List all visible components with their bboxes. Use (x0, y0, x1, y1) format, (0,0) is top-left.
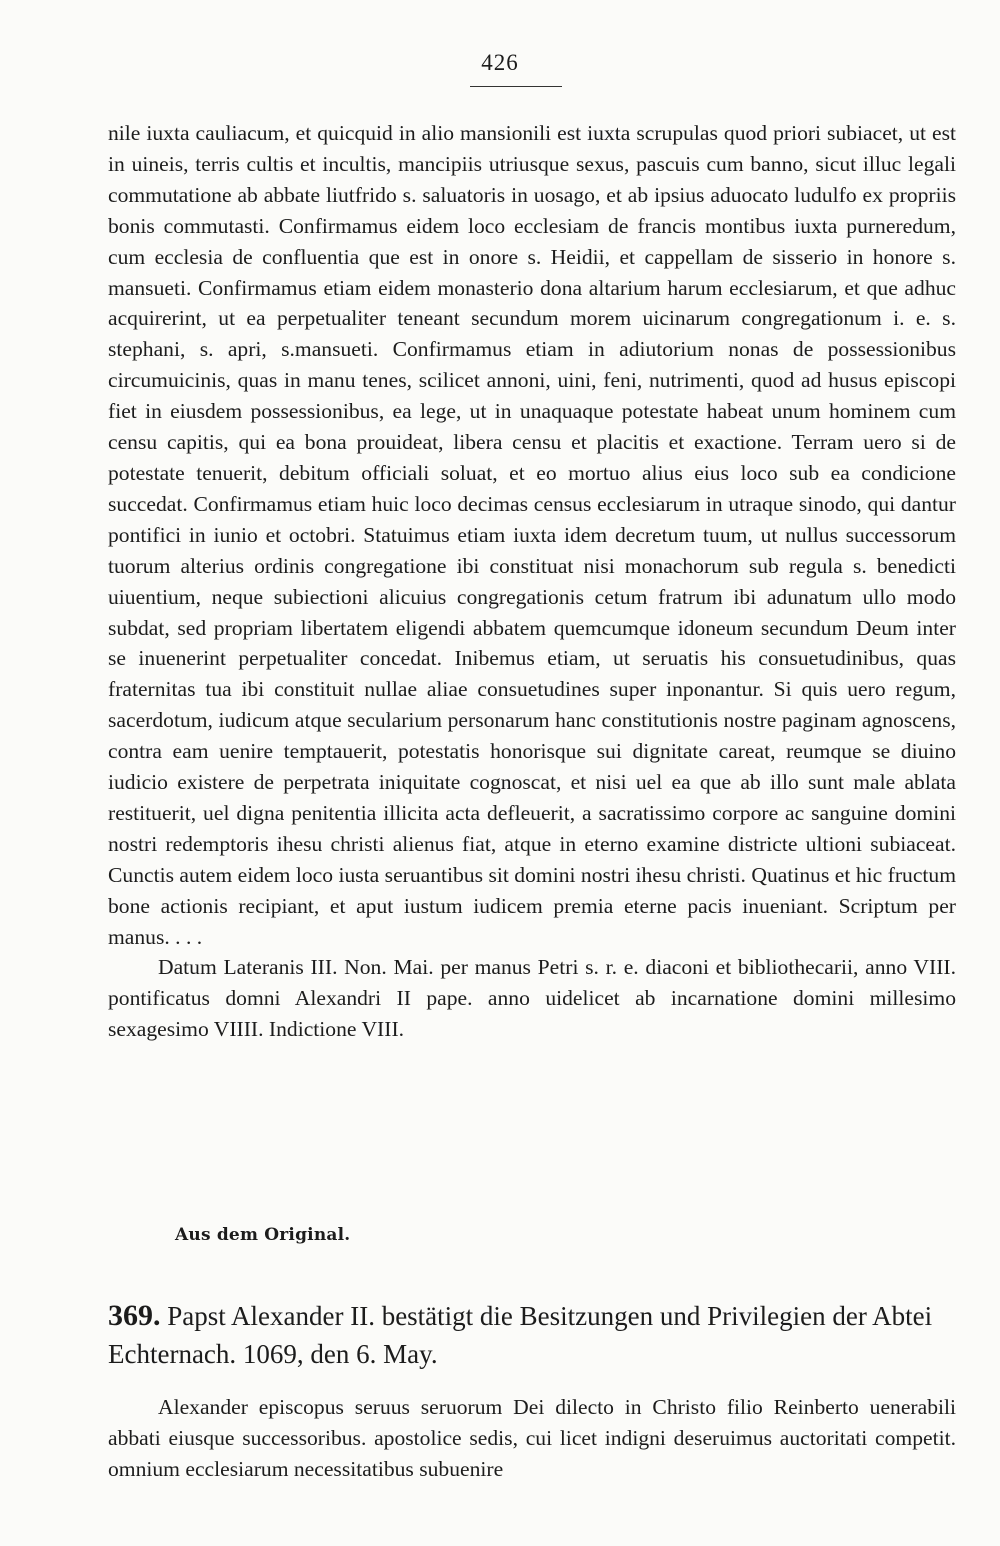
charter-paragraph: nile iuxta cauliacum, et quicquid in alio mansionili est iuxta scrupulas quod priori subiacet, ut est in uineis, terris cultis et incultis, mancipiis utriusque sexus, pascuis cum banno, sicut illuc legali commutatione ab abbate liutfrido s. saluatoris in uosago, et ab ipsius aduocato ludulfo ex propriis bonis commutasti. Confirmamus eidem loco ecclesiam de francis montibus iuxta purneredum, cum ecclesia de confluentia que est in onore s. Heidii, et cappellam de sisserio in honore s. mansueti. Confirmamus etiam eidem monasterio dona altarium harum ecclesiarum, et que adhuc acquirerint, ut ea perpetualiter teneant secundum morem uicinarum congregationum i. e. s. stephani, s. apri, s.mansueti. Confirmamus etiam in adiutorium nonas de possessionibus circumuicinis, quas in manu tenes, scilicet annoni, uini, feni, nutrimenti, quod ad husus episcopi fiet in eiusdem possessionibus, ea lege, ut in unaquaque potestate habeat unum hominem cum censu capitis, qui ea bona prouideat, libera censu et placitis et exactione. Terram uero si de potestate tenuerit, debitum officiali soluat, et eo mortuo alius eius loco sub ea condicione succedat. Confirmamus etiam huic loco decimas census ecclesiarum in utraque sinodo, qui dantur pontifici in iunio et octobri. Statuimus etiam iuxta idem decretum tuum, ut nullus successorum tuorum alterius ordinis congregatione ibi constituat nisi monachorum sub regula s. benedicti uiuentium, neque subiectioni alicuius congregationis cetum fratrum ibi adunatum ullo modo subdat, sed propriam libertatem eligendi abbatem quemcumque idoneum secundum Deum inter se inuenerint perpetualiter concedat. Inibemus etiam, ut seruatis his consuetudinibus, quas fraternitas tua ibi constituit nullae aliae consuetudines super inponantur. Si quis uero regum, sacerdotum, iudicum atque secularium personarum hanc constitutionis nostre paginam agnoscens, contra eam uenire temptauerit, potestatis honorisque sui dignitate careat, reumque se diuino iudicio existere de perpetrata iniquitate cognoscat, et nisi uel ea que ab illo sunt male ablata restituerit, uel digna penitentia illicita acta defleuerit, a sacratissimo corpore ac sanguine domini nostri redemptoris ihesu christi alienus fiat, atque in eterno examine districte ultioni subiaceat. Cunctis autem eidem loco iusta seruantibus sit domini nostri ihesu christi. Quatinus et hic fructum bone actionis recipiant, et aput iustum iudicem premia eterne pacis inueniant. Scriptum per manus. . . . (108, 121, 956, 949)
document-title: Papst Alexander II. bestätigt die Besitzungen und Privilegien der Abtei Echternach. 1069, den 6. May. (108, 1301, 933, 1369)
dating-clause-paragraph: Datum Lateranis III. Non. Mai. per manus Petri s. r. e. diaconi et bibliothecarii, anno VIII. pontificatus domni Alexandri II pape. anno uidelicet ab incarnatione domini millesimo sexagesimo VIIII. Indictione VIII. (108, 955, 956, 1042)
document-heading (108, 1297, 956, 1373)
page-number: 426 (481, 50, 519, 75)
letter-opening-paragraph: Alexander episcopus seruus seruorum Dei dilecto in Christo filio Reinberto uenerabili abbati eiusque successoribus. apostolice sedis, cui licet indigni deseruimus auctoritati competit. omnium ecclesiarum necessitatibus subuenire (108, 1395, 956, 1481)
source-note: Aus dem Original. (175, 1225, 351, 1245)
page-number-rule (470, 86, 562, 87)
charter-text-block (108, 118, 956, 1045)
letter-text-block (108, 1392, 956, 1485)
document-number: 369. (108, 1299, 161, 1332)
